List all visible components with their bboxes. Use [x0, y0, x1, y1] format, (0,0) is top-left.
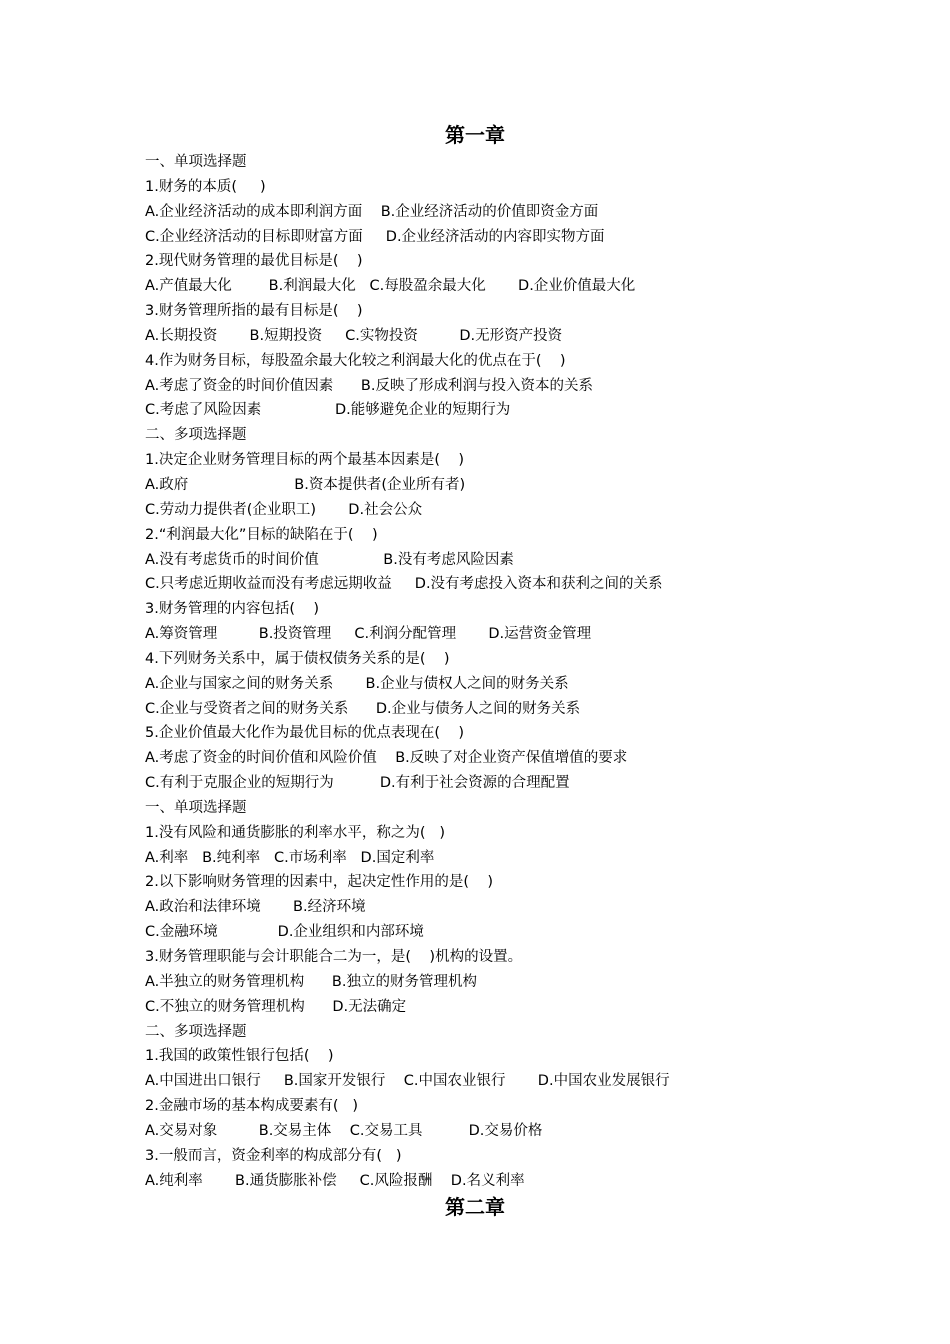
answer-options: C.考虑了风险因素 D.能够避免企业的短期行为	[145, 402, 511, 419]
question-text: 2.金融市场的基本构成要素有( )	[145, 1098, 358, 1115]
section-heading-multiple-choice: 二、多项选择题	[145, 427, 247, 444]
question-text: 2.“利润最大化”目标的缺陷在于( )	[145, 526, 378, 543]
answer-options: C.劳动力提供者(企业职工) D.社会公众	[145, 501, 423, 518]
answer-options: A.筹资管理 B.投资管理 C.利润分配管理 D.运营资金管理	[145, 626, 592, 643]
section-heading-single-choice: 一、单项选择题	[145, 154, 247, 170]
question-text: 2.以下影响财务管理的因素中，起决定性作用的是( )	[145, 874, 494, 891]
answer-options: A.半独立的财务管理机构 B.独立的财务管理机构	[145, 973, 477, 990]
answer-options: A.企业与国家之间的财务关系 B.企业与债权人之间的财务关系	[145, 675, 569, 692]
question-text: 4.作为财务目标，每股盈余最大化较之利润最大化的优点在于( )	[145, 352, 566, 369]
answer-options: A.交易对象 B.交易主体 C.交易工具 D.交易价格	[145, 1122, 543, 1139]
answer-options: C.不独立的财务管理机构 D.无法确定	[145, 998, 407, 1015]
chapter-one-title: 第一章	[445, 123, 505, 147]
question-text: 3.财务管理职能与会计职能合二为一，是( )机构的设置。	[145, 949, 523, 965]
answer-options: A.中国进出口银行 B.国家开发银行 C.中国农业银行 D.中国农业发展银行	[145, 1073, 670, 1090]
answer-options: A.政府 B.资本提供者(企业所有者)	[145, 476, 466, 493]
answer-options: C.有利于克服企业的短期行为 D.有利于社会资源的合理配置	[145, 775, 570, 792]
answer-options: A.产值最大化 B.利润最大化 C.每股盈余最大化 D.企业价值最大化	[145, 278, 636, 295]
answer-options: C.企业经济活动的目标即财富方面 D.企业经济活动的内容即实物方面	[145, 228, 605, 245]
answer-options: A.纯利率 B.通货膨胀补偿 C.风险报酬 D.名义利率	[145, 1172, 525, 1189]
question-text: 2.现代财务管理的最优目标是( )	[145, 253, 363, 270]
question-text: 1.决定企业财务管理目标的两个最基本因素是( )	[145, 452, 465, 469]
question-list	[145, 150, 865, 1193]
question-text: 3.一般而言，资金利率的构成部分有( )	[145, 1147, 402, 1164]
question-text: 4.下列财务关系中，属于债权债务关系的是( )	[145, 650, 450, 667]
answer-options: A.利率 B.纯利率 C.市场利率 D.国定利率	[145, 849, 435, 866]
question-text: 1.我国的政策性银行包括( )	[145, 1048, 334, 1065]
answer-options: A.考虑了资金的时间价值因素 B.反映了形成利润与投入资本的关系	[145, 377, 593, 394]
answer-options: A.企业经济活动的成本即利润方面 B.企业经济活动的价值即资金方面	[145, 203, 599, 220]
question-text: 3.财务管理所指的最有目标是( )	[145, 303, 363, 320]
section-heading-single-choice: 一、单项选择题	[145, 799, 247, 816]
answer-options: A.考虑了资金的时间价值和风险价值 B.反映了对企业资产保值增值的要求	[145, 750, 628, 767]
answer-options: A.长期投资 B.短期投资 C.实物投资 D.无形资产投资	[145, 327, 563, 344]
chapter-two-title: 第二章	[445, 1195, 505, 1219]
section-heading-multiple-choice: 二、多项选择题	[145, 1023, 247, 1040]
question-text: 5.企业价值最大化作为最优目标的优点表现在( )	[145, 725, 465, 742]
answer-options: C.只考虑近期收益而没有考虑远期收益 D.没有考虑投入资本和获利之间的关系	[145, 576, 663, 593]
question-text: 1.没有风险和通货膨胀的利率水平，称之为( )	[145, 824, 445, 841]
answer-options: C.企业与受资者之间的财务关系 D.企业与债务人之间的财务关系	[145, 700, 581, 717]
answer-options: A.没有考虑货币的时间价值 B.没有考虑风险因素	[145, 551, 514, 568]
question-text: 3.财务管理的内容包括( )	[145, 601, 320, 618]
answer-options: A.政治和法律环境 B.经济环境	[145, 899, 366, 916]
answer-options: C.金融环境 D.企业组织和内部环境	[145, 924, 424, 941]
question-text: 1.财务的本质( )	[145, 178, 266, 195]
